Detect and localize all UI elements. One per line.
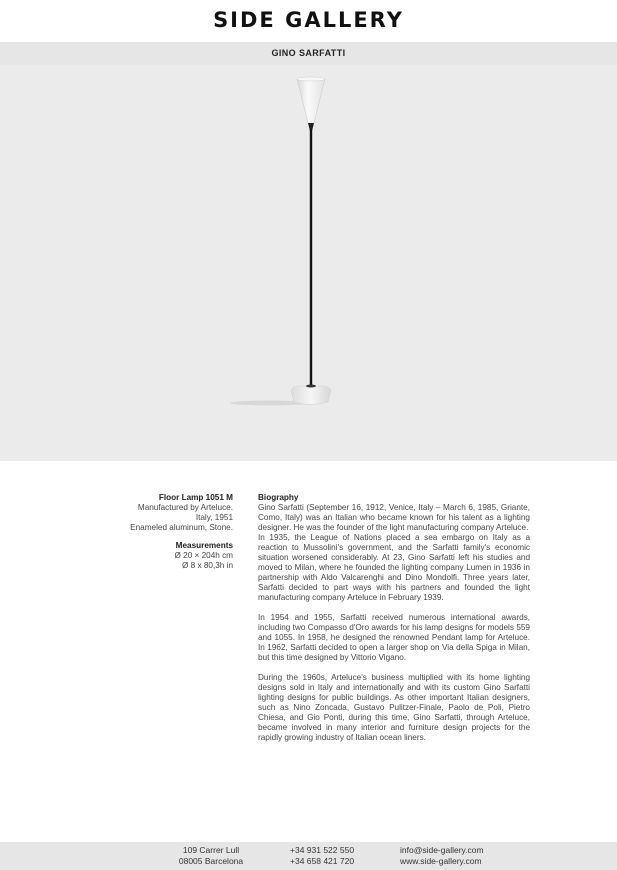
- product-manufacturer: Manufactured by Arteluce.: [137, 503, 233, 512]
- brand-logo: SIDE GALLERY: [213, 8, 404, 32]
- email-link[interactable]: info@side-gallery.com: [400, 845, 484, 855]
- address-line: 08005 Barcelona: [178, 856, 244, 866]
- measurement-cm: Ø 20 × 204h cm: [174, 551, 233, 560]
- phone-number[interactable]: +34 658 421 720: [290, 856, 355, 866]
- phone-number[interactable]: +34 931 522 550: [290, 845, 355, 855]
- footer-contact: [400, 845, 484, 867]
- biography-paragraph: In 1954 and 1955, Sarfatti received numerous international awards, including two Compasso d'Oro awards for his lamp designs for models 559 and 1055. In 1958, he designed the renowned Pendant lamp for Arteluce. In 1962, Sarfatti decided to open a larger shop on Via della Spiga in Milan, but this time designed by Vittorio Vigano.: [258, 613, 530, 662]
- product-title: Floor Lamp 1051 M: [158, 493, 233, 502]
- floor-lamp-image: [0, 65, 617, 461]
- footer-address: [178, 845, 244, 867]
- biography-title: Biography: [258, 493, 299, 502]
- biography-paragraph: Gino Sarfatti (September 16, 1912, Venice, Italy – March 6, 1985, Griante, Como, Italy) was an Italian who became known for his talent as a lighting designer. He was the founder of the light manufacturing company Arteluce.: [258, 503, 530, 532]
- biography-paragraph: In 1935, the League of Nations placed a sea embargo on Italy as a reaction to Mussolini's government, and the Sarfatti family's economic situation worsened considerably. At 23, Gino Sarfatti left his studies and moved to Milan, where he founded the lighting company Lumen in 1936 in partnership with Aldo Valcarenghi and Dino Mondolfi. Three years later, Sarfatti decided to part ways with his partners and founded the light manufacturing company Arteluce in February 1939.: [258, 533, 530, 602]
- product-origin: Italy, 1951: [195, 513, 233, 522]
- biography-section: [258, 493, 530, 753]
- product-materials: Enameled aluminum, Stone.: [130, 523, 233, 532]
- website-link[interactable]: www.side-gallery.com: [400, 856, 482, 866]
- footer: [0, 842, 617, 870]
- measurement-in: Ø 8 x 80,3h in: [182, 561, 233, 570]
- product-details: [100, 493, 233, 571]
- artist-name: GINO SARFATTI: [0, 42, 617, 65]
- address-line: 109 Carrer Lull: [182, 845, 240, 855]
- measurements-title: Measurements: [175, 541, 233, 550]
- biography-paragraph: During the 1960s, Arteluce's business multiplied with its home lighting designs sold in Italy and internationally and with its custom Gino Sarfatti lighting designs for public buildings. As other important Italian designers, such as Nino Zoncada, Gustavo Pulitzer-Finale, Paolo de Poli, Pietro Chiesa, and Gio Ponti, during this time, Gino Sarfatti, through Arteluce, became involved in many interior and furniture design projects for the rapidly growing industry of Italian ocean liners.: [258, 673, 530, 742]
- product-photo: [0, 65, 617, 461]
- footer-phones: [290, 845, 354, 867]
